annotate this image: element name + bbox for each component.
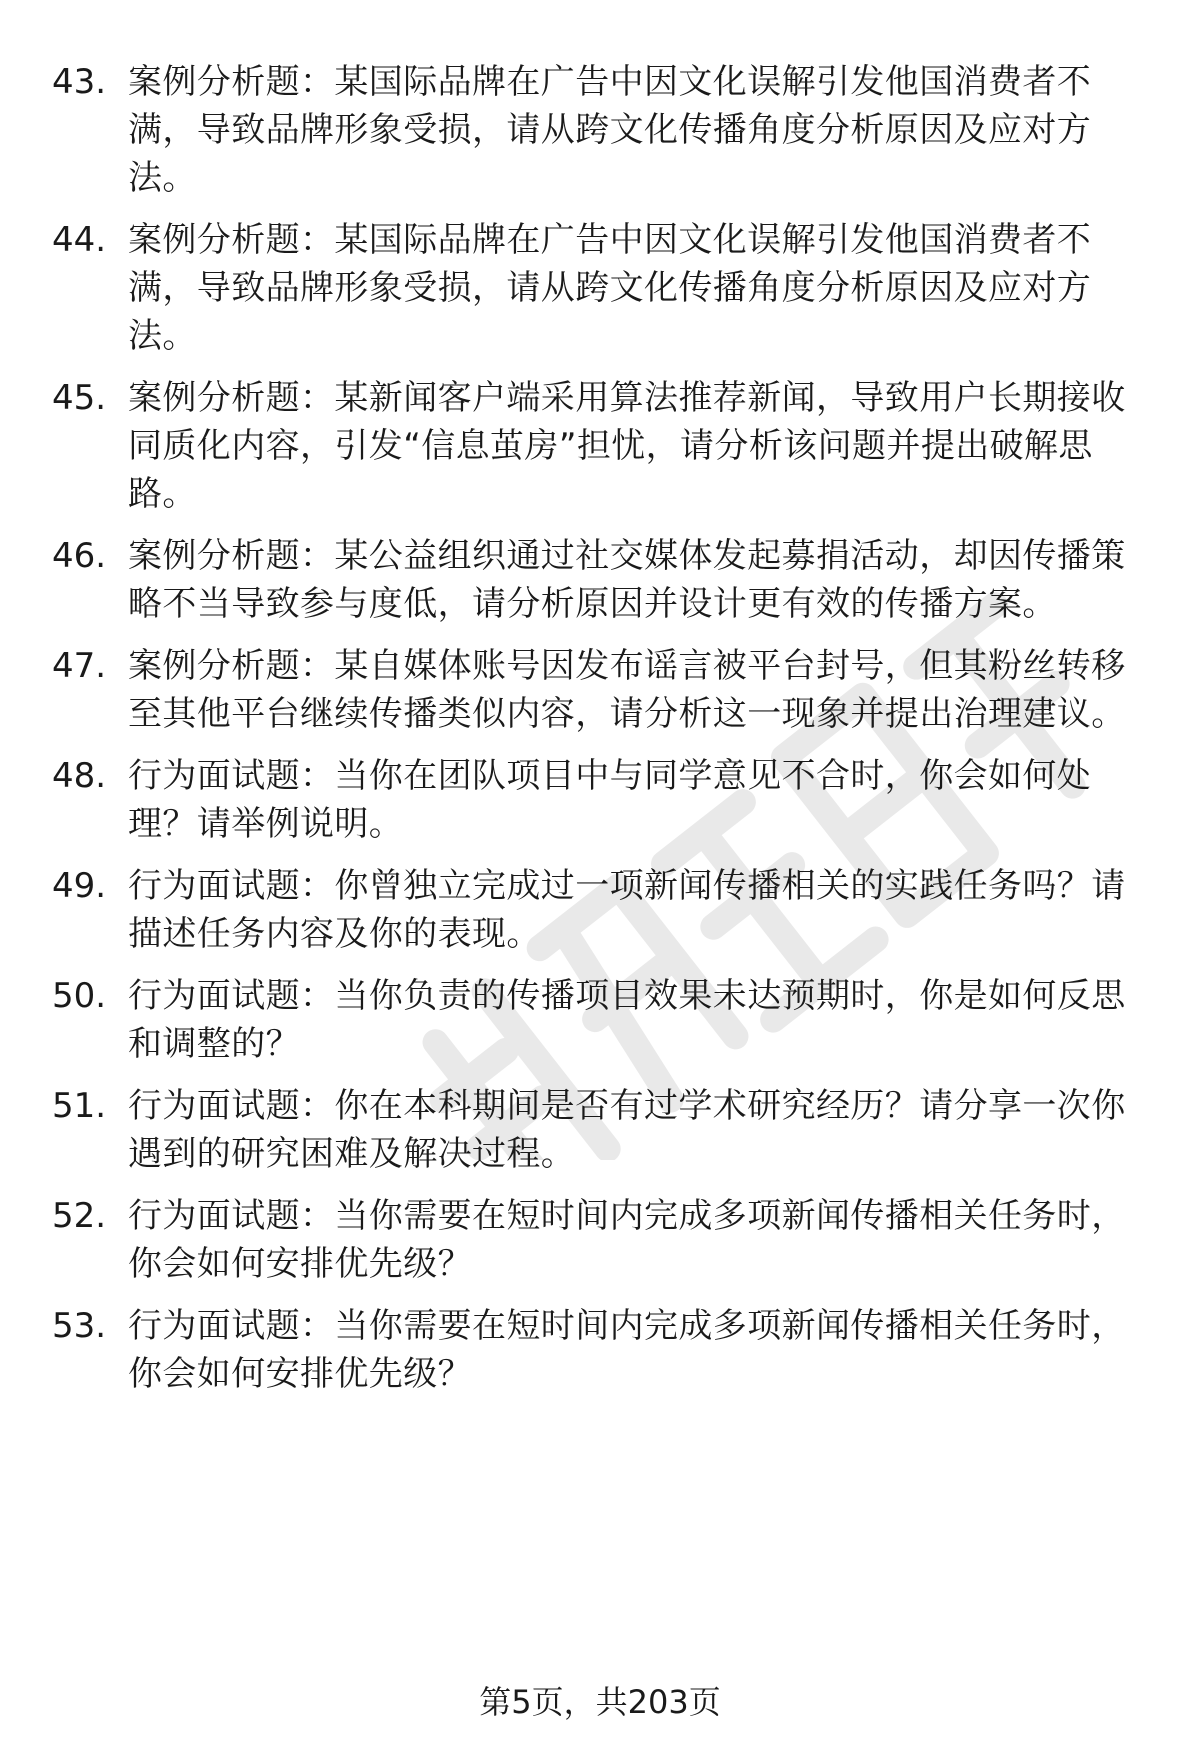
question-number: 51. [52,1086,107,1126]
page-number: 第5页，共203页 [479,1683,721,1721]
question-item [52,1302,1152,1398]
question-text: 行为面试题：当你负责的传播项目效果未达预期时，你是如何反思和调整的？ [128,976,1126,1064]
question-text: 行为面试题：当你在团队项目中与同学意见不合时，你会如何处理？请举例说明。 [128,756,1092,844]
question-item [52,374,1152,518]
question-text: 行为面试题：当你需要在短时间内完成多项新闻传播相关任务时，你会如何安排优先级？ [128,1196,1126,1284]
question-item [52,216,1152,360]
question-number: 49. [52,866,107,906]
question-text: 案例分析题：某公益组织通过社交媒体发起募捐活动，却因传播策略不当导致参与度低，请分析原因并设计更有效的传播方案。 [128,536,1126,624]
question-text: 案例分析题：某国际品牌在广告中因文化误解引发他国消费者不满，导致品牌形象受损，请从跨文化传播角度分析原因及应对方法。 [128,62,1092,198]
question-number: 46. [52,536,107,576]
question-text: 案例分析题：某新闻客户端采用算法推荐新闻，导致用户长期接收同质化内容，引发“信息茧房”担忧，请分析该问题并提出破解思路。 [128,378,1126,514]
question-number: 44. [52,220,107,260]
question-item [52,1192,1152,1288]
question-number: 52. [52,1196,107,1236]
question-text: 案例分析题：某国际品牌在广告中因文化误解引发他国消费者不满，导致品牌形象受损，请从跨文化传播角度分析原因及应对方法。 [128,220,1092,356]
question-number: 43. [52,62,107,102]
question-item [52,1082,1152,1178]
question-text: 行为面试题：你在本科期间是否有过学术研究经历？请分享一次你遇到的研究困难及解决过程。 [128,1086,1126,1174]
question-item [52,752,1152,848]
question-item [52,532,1152,628]
question-item [52,972,1152,1068]
question-number: 53. [52,1306,107,1346]
question-text: 行为面试题：你曾独立完成过一项新闻传播相关的实践任务吗？请描述任务内容及你的表现。 [128,866,1126,954]
question-number: 47. [52,646,107,686]
question-text: 行为面试题：当你需要在短时间内完成多项新闻传播相关任务时，你会如何安排优先级？ [128,1306,1126,1394]
question-list [52,58,1152,1398]
question-item [52,862,1152,958]
question-item [52,642,1152,738]
question-number: 45. [52,378,107,418]
question-number: 48. [52,756,107,796]
question-text: 案例分析题：某自媒体账号因发布谣言被平台封号，但其粉丝转移至其他平台继续传播类似内容，请分析这一现象并提出治理建议。 [128,646,1126,734]
question-item [52,58,1152,202]
question-number: 50. [52,976,107,1016]
